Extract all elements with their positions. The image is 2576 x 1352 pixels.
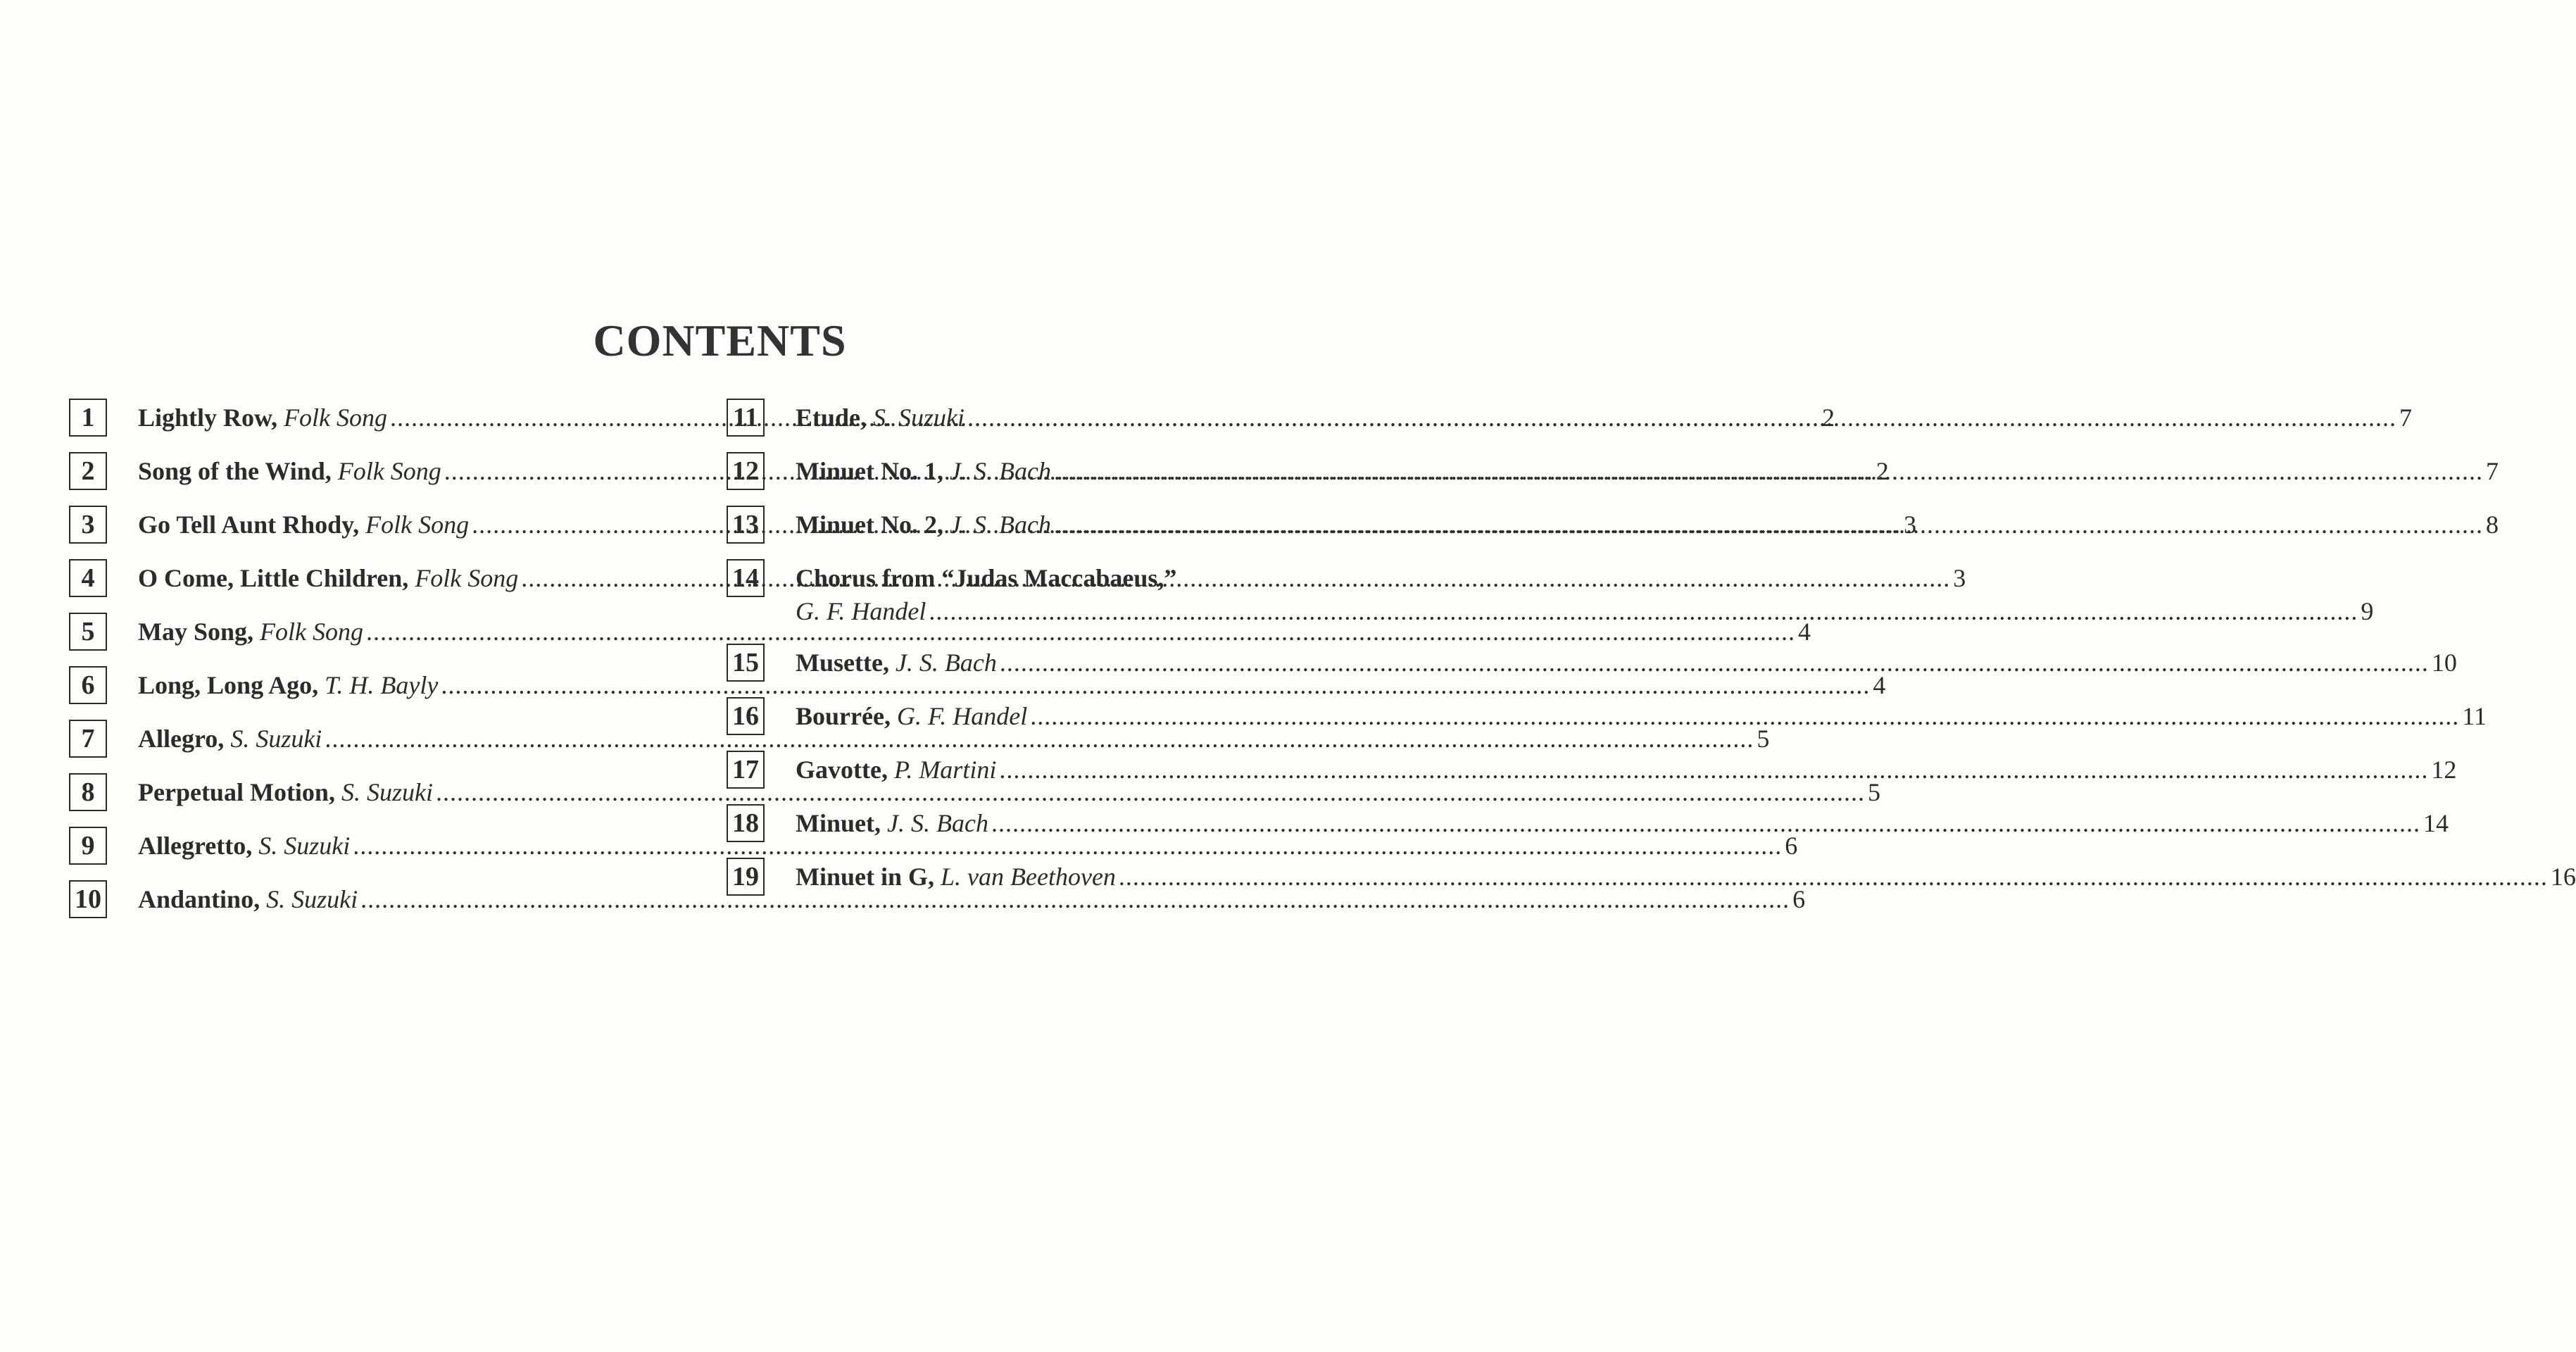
entry-page: 11 <box>2462 702 2487 730</box>
entry-composer: S. Suzuki <box>258 832 351 860</box>
dot-leader <box>999 751 2428 789</box>
entry-number: 14 <box>727 559 765 597</box>
entry-line <box>796 506 2499 544</box>
entry-body <box>796 751 2456 789</box>
entry-title: Song of the Wind, <box>138 457 332 485</box>
entry-number: 1 <box>69 399 107 437</box>
dot-leader <box>1030 697 2459 735</box>
entry-number: 17 <box>727 751 765 789</box>
dot-leader <box>991 804 2420 842</box>
entry-composer: G. F. Handel <box>896 702 1028 730</box>
entry-line <box>796 597 2373 625</box>
toc-entry[interactable] <box>727 804 2449 842</box>
entry-body <box>796 399 2412 437</box>
entry-composer: P. Martini <box>893 756 997 784</box>
entry-title: Minuet No. 1, <box>796 457 943 485</box>
entry-page: 2 <box>1822 403 1835 432</box>
entry-composer: S. Suzuki <box>230 725 322 753</box>
entry-page: 7 <box>2399 403 2413 432</box>
entry-title: Etude, <box>796 403 867 432</box>
toc-entry[interactable] <box>69 613 1811 651</box>
entry-body <box>796 559 2373 625</box>
entry-body <box>796 697 2487 735</box>
entry-number: 3 <box>69 506 107 544</box>
entry-title: May Song, <box>138 618 254 646</box>
entry-page: 2 <box>1876 457 1889 485</box>
entry-composer: L. van Beethoven <box>941 863 1116 891</box>
entry-composer: Folk Song <box>284 403 388 432</box>
entry-page: 3 <box>1953 564 1966 592</box>
entry-title: Gavotte, <box>796 756 888 784</box>
entry-line <box>796 644 2457 682</box>
page-title: CONTENTS <box>593 315 847 365</box>
entry-number: 16 <box>727 697 765 735</box>
entry-title: Allegretto, <box>138 832 253 860</box>
entry-number: 10 <box>69 880 107 918</box>
entry-title: Perpetual Motion, <box>138 778 335 806</box>
dot-leader <box>1119 858 2548 896</box>
entry-page: 4 <box>1873 671 1886 699</box>
entry-page: 9 <box>2361 597 2374 625</box>
entry-number: 18 <box>727 804 765 842</box>
entry-page: 8 <box>2485 511 2499 539</box>
entry-title: Andantino, <box>138 885 260 913</box>
entry-composer: J. S. Bach <box>887 809 988 837</box>
entry-title: Minuet No. 2, <box>796 511 943 539</box>
entry-page: 5 <box>1867 778 1880 806</box>
toc-entry[interactable] <box>69 880 1806 918</box>
entry-title: Chorus from “Judas Maccabaeus,” <box>796 564 1177 592</box>
entry-number: 8 <box>69 773 107 811</box>
entry-number: 13 <box>727 506 765 544</box>
toc-entry[interactable] <box>727 506 2499 544</box>
entry-title: Minuet, <box>796 809 881 837</box>
toc-entry[interactable] <box>69 666 1886 704</box>
toc-entry[interactable] <box>727 399 2413 437</box>
entry-line <box>796 751 2456 789</box>
entry-number: 7 <box>69 720 107 758</box>
entry-body <box>796 644 2457 682</box>
entry-number: 4 <box>69 559 107 597</box>
dot-leader <box>1000 644 2429 682</box>
entry-composer: J. S. Bach <box>950 457 1051 485</box>
entry-title: Lightly Row, <box>138 403 278 432</box>
entry-page: 5 <box>1757 725 1770 753</box>
entry-line <box>796 858 2576 896</box>
entry-composer: T. H. Bayly <box>325 671 439 699</box>
entry-line <box>796 399 2412 437</box>
entry-page: 4 <box>1798 618 1811 646</box>
entry-page: 7 <box>2485 457 2499 485</box>
contents-column-right <box>727 399 2576 911</box>
entry-title: Bourrée, <box>796 702 891 730</box>
entry-composer: Folk Song <box>365 511 470 539</box>
entry-number: 6 <box>69 666 107 704</box>
entry-number: 5 <box>69 613 107 651</box>
entry-page: 6 <box>1792 885 1806 913</box>
entry-composer: S. Suzuki <box>873 403 965 432</box>
toc-entry[interactable] <box>69 720 1770 758</box>
entry-number: 19 <box>727 858 765 896</box>
entry-page: 3 <box>1904 511 1917 539</box>
entry-line <box>796 452 2499 490</box>
entry-title: O Come, Little Children, <box>138 564 409 592</box>
entry-composer: Folk Song <box>415 564 519 592</box>
entry-body <box>796 804 2449 842</box>
entry-number: 9 <box>69 827 107 865</box>
toc-entry[interactable] <box>69 827 1798 865</box>
entry-number: 12 <box>727 452 765 490</box>
toc-entry[interactable] <box>727 697 2487 735</box>
toc-entry[interactable] <box>727 452 2499 490</box>
entry-page: 12 <box>2431 756 2457 784</box>
toc-entry[interactable] <box>69 773 1880 811</box>
entry-line <box>796 804 2449 842</box>
entry-composer: Folk Song <box>260 618 364 646</box>
dot-leader <box>1054 506 2483 544</box>
entry-body <box>796 452 2499 490</box>
entry-number: 11 <box>727 399 765 437</box>
entry-page: 10 <box>2431 649 2457 677</box>
dot-leader <box>967 399 2396 437</box>
entry-line <box>796 559 2373 597</box>
dot-leader <box>1054 452 2483 490</box>
entry-line <box>796 697 2487 735</box>
entry-number: 2 <box>69 452 107 490</box>
toc-entry[interactable] <box>727 751 2457 789</box>
toc-entry[interactable] <box>727 858 2576 896</box>
entry-body <box>796 506 2499 544</box>
dot-leader <box>929 597 2358 625</box>
entry-composer: Folk Song <box>337 457 441 485</box>
entry-composer: J. S. Bach <box>950 511 1051 539</box>
entry-title: Minuet in G, <box>796 863 935 891</box>
entry-title: Long, Long Ago, <box>138 671 319 699</box>
entry-body <box>796 858 2576 896</box>
entry-composer: G. F. Handel <box>796 597 926 625</box>
entry-page: 16 <box>2550 863 2576 891</box>
entry-composer: S. Suzuki <box>266 885 358 913</box>
entry-page: 14 <box>2423 809 2449 837</box>
entry-page: 6 <box>1785 832 1798 860</box>
entry-composer: J. S. Bach <box>895 649 997 677</box>
toc-entry[interactable] <box>727 644 2457 682</box>
entry-number: 15 <box>727 644 765 682</box>
entry-title: Go Tell Aunt Rhody, <box>138 511 360 539</box>
entry-title: Allegro, <box>138 725 225 753</box>
entry-title: Musette, <box>796 649 889 677</box>
toc-entry[interactable] <box>727 559 2374 625</box>
entry-composer: S. Suzuki <box>341 778 433 806</box>
